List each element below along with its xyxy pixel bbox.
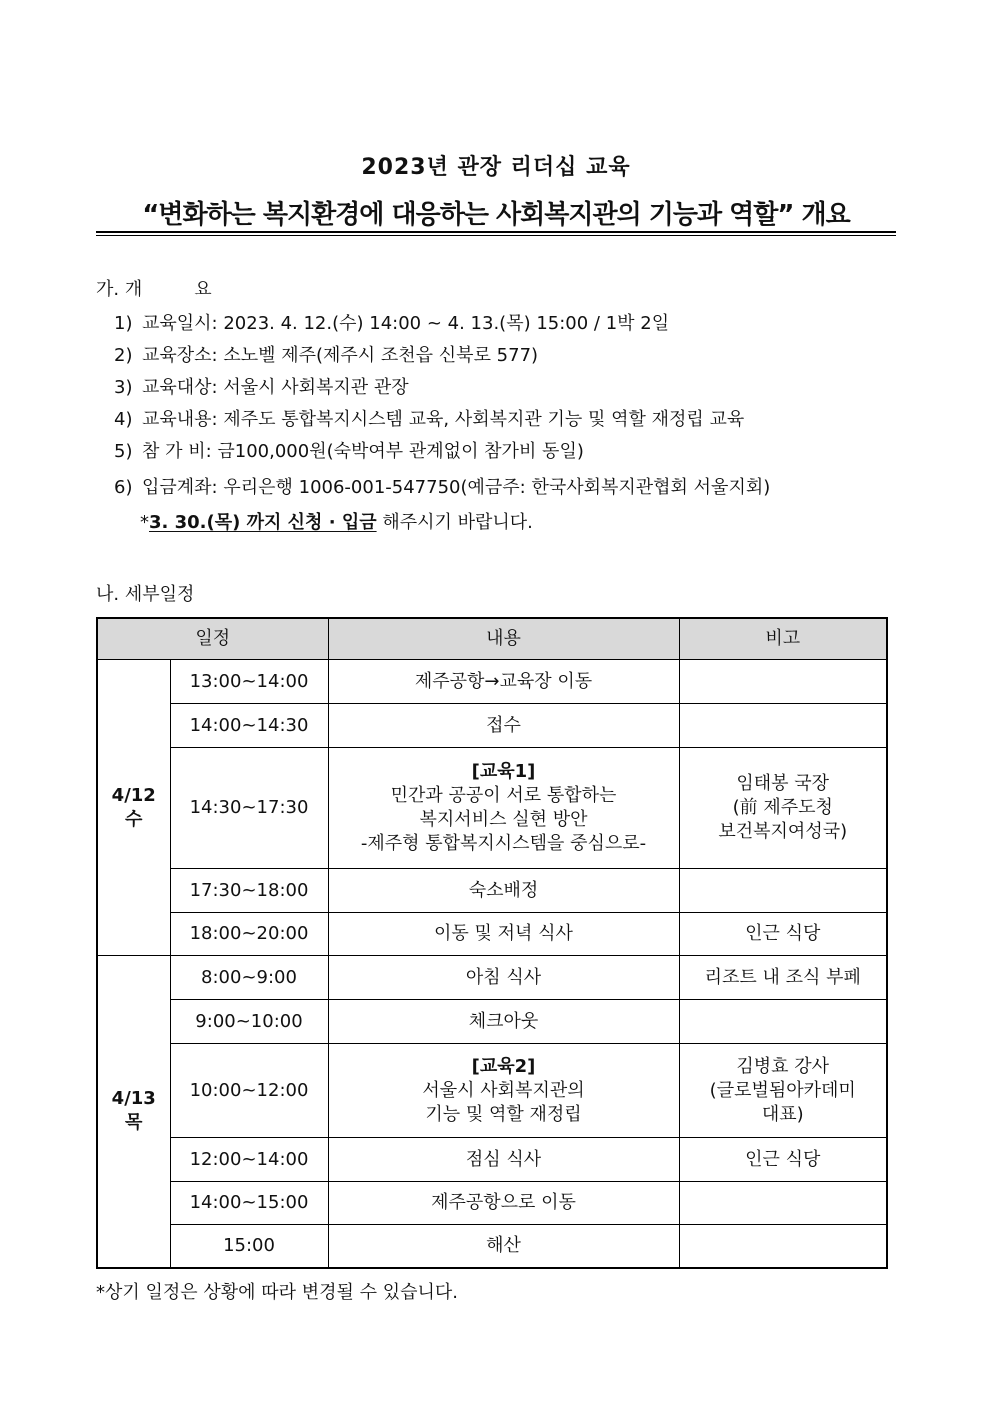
table-row <box>97 1225 887 1268</box>
note-cell <box>679 660 887 704</box>
content-cell: 이동 및 저녁 식사 <box>328 913 679 956</box>
content-cell: 숙소배정 <box>328 869 679 913</box>
note-cell <box>679 869 887 913</box>
note-cell <box>679 1000 887 1044</box>
document-title: 2023년 관장 리더십 교육 <box>361 155 631 180</box>
overview-item-date: 1) 교육일시: 2023. 4. 12.(수) 14:00 ~ 4. 13.(목) 15:00 / 1박 2일 <box>114 313 670 334</box>
schedule-footnote: *상기 일정은 상황에 따라 변경될 수 있습니다. <box>96 1282 459 1303</box>
table-row <box>97 913 887 956</box>
time-cell: 9:00~10:00 <box>170 1000 328 1044</box>
deadline-highlight: 3. 30.(목) 까지 신청 · 입금 <box>149 512 377 533</box>
time-cell: 18:00~20:00 <box>170 913 328 956</box>
table-row <box>97 660 887 704</box>
note-cell: 임태봉 국장 (前 제주도청 보건복지여성국) <box>679 748 887 869</box>
header-date: 일정 <box>97 618 328 660</box>
overview-item-account: 6) 입금계좌: 우리은행 1006-001-547750(예금주: 한국사회복지관협회 서울지회) <box>114 477 771 498</box>
time-cell: 10:00~12:00 <box>170 1044 328 1138</box>
day-cell-2: 4/13 목 <box>97 956 170 1268</box>
time-cell: 13:00~14:00 <box>170 660 328 704</box>
session-title: [교육2] <box>471 1055 536 1077</box>
table-row <box>97 704 887 748</box>
content-cell: 접수 <box>328 704 679 748</box>
time-cell: 17:30~18:00 <box>170 869 328 913</box>
table-row <box>97 748 887 869</box>
table-row <box>97 956 887 1000</box>
session-title: [교육1] <box>471 761 536 782</box>
table-row <box>97 1000 887 1044</box>
time-cell: 14:30~17:30 <box>170 748 328 869</box>
overview-item-place: 2) 교육장소: 소노벨 제주(제주시 조천읍 신북로 577) <box>114 345 539 366</box>
note-cell: 인근 식당 <box>679 913 887 956</box>
title-rule-thin <box>96 235 896 236</box>
header-content: 내용 <box>328 618 679 660</box>
schedule-table <box>96 617 888 1269</box>
content-cell: 제주공항→교육장 이동 <box>328 660 679 704</box>
note-cell: 김병효 강사 (글로벌됨아카데미 대표) <box>679 1044 887 1138</box>
time-cell: 12:00~14:00 <box>170 1138 328 1182</box>
deadline-note: *3. 30.(목) 까지 신청 · 입금 해주시기 바랍니다. <box>140 512 533 533</box>
time-cell: 8:00~9:00 <box>170 956 328 1000</box>
table-header-row <box>97 618 887 660</box>
note-cell: 인근 식당 <box>679 1138 887 1182</box>
document-subtitle: “변화하는 복지환경에 대응하는 사회복지관의 기능과 역할” 개요 <box>142 200 850 230</box>
content-cell: 해산 <box>328 1225 679 1268</box>
overview-heading: 가. 개 요 <box>96 279 212 300</box>
time-cell: 14:00~14:30 <box>170 704 328 748</box>
time-cell: 14:00~15:00 <box>170 1182 328 1225</box>
note-cell <box>679 1225 887 1268</box>
note-cell: 리조트 내 조식 부페 <box>679 956 887 1000</box>
note-cell <box>679 1182 887 1225</box>
time-cell: 15:00 <box>170 1225 328 1268</box>
table-row <box>97 1182 887 1225</box>
overview-item-target: 3) 교육대상: 서울시 사회복지관 관장 <box>114 377 409 398</box>
content-cell: [교육2] 서울시 사회복지관의 기능 및 역할 재정립 <box>328 1044 679 1138</box>
table-row <box>97 869 887 913</box>
title-rule-thick <box>96 231 896 233</box>
content-cell: 제주공항으로 이동 <box>328 1182 679 1225</box>
overview-item-content: 4) 교육내용: 제주도 통합복지시스템 교육, 사회복지관 기능 및 역할 재정립 교육 <box>114 409 745 430</box>
table-row <box>97 1044 887 1138</box>
header-note: 비고 <box>679 618 887 660</box>
content-cell: 아침 식사 <box>328 956 679 1000</box>
overview-item-fee: 5) 참 가 비: 금100,000원(숙박여부 관계없이 참가비 동일) <box>114 441 584 462</box>
day-cell-1: 4/12 수 <box>97 660 170 956</box>
schedule-heading: 나. 세부일정 <box>96 584 195 605</box>
note-cell <box>679 704 887 748</box>
table-row <box>97 1138 887 1182</box>
content-cell: 점심 식사 <box>328 1138 679 1182</box>
content-cell: 체크아웃 <box>328 1000 679 1044</box>
content-cell: [교육1] 민간과 공공이 서로 통합하는 복지서비스 실현 방안 -제주형 통합복지시스템을 중심으로- <box>328 748 679 869</box>
